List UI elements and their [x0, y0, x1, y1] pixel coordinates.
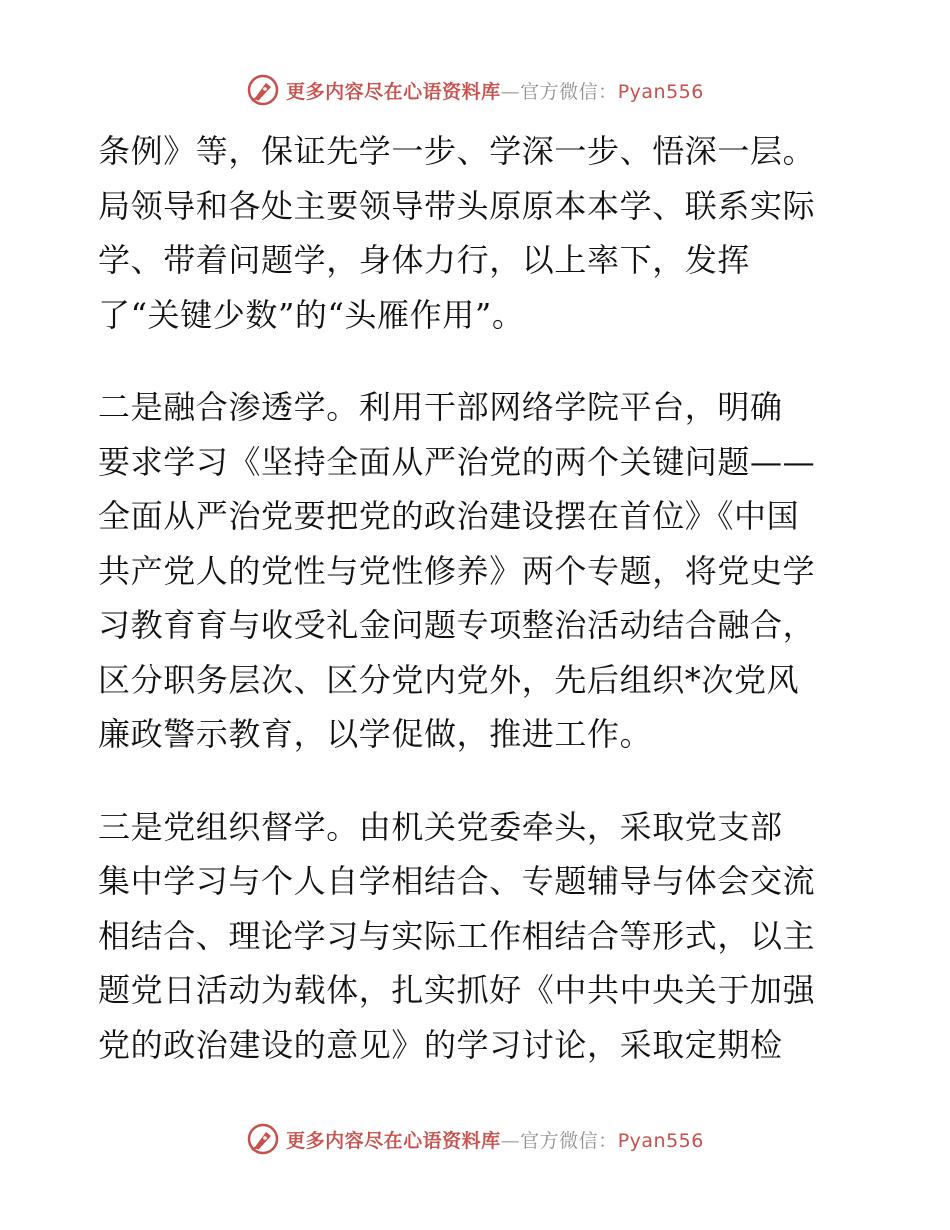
watermark-brand: 更多内容尽在心语资料库	[286, 1129, 501, 1152]
header-watermark	[0, 70, 950, 110]
text-line: 了“关键少数”的“头雁作用”。	[98, 295, 525, 334]
watermark-text	[286, 77, 704, 104]
watermark-wechat-label: 官方微信：	[520, 80, 618, 103]
text-line: 集中学习与个人自学相结合、专题辅导与体会交流	[98, 862, 816, 900]
footer-watermark	[0, 1119, 950, 1159]
watermark-separator: —	[500, 1129, 521, 1152]
watermark-separator: —	[500, 80, 521, 103]
text-line: 局领导和各处主要领导带头原原本本学、联系实际	[98, 186, 816, 225]
text-line: 党的政治建设的意见》的学习讨论，采取定期检	[98, 1025, 783, 1064]
watermark-text	[286, 1126, 704, 1153]
text-line: 习教育育与收受礼金问题专项整治活动结合融合，	[98, 606, 816, 644]
paragraph-2	[98, 380, 858, 762]
pen-nib-logo-icon	[246, 1122, 280, 1156]
paragraph-gap	[98, 762, 858, 800]
paragraph-gap	[98, 342, 858, 380]
watermark-wechat-id: Pyan556	[617, 1129, 704, 1152]
watermark-wechat-id: Pyan556	[617, 80, 704, 103]
text-line: 题党日活动为载体，扎实抓好《中共中央关于加强	[98, 971, 816, 1009]
paragraph-3	[98, 800, 858, 1073]
text-line: 相结合、理论学习与实际工作相结合等形式，以主	[98, 916, 816, 955]
text-line: 全面从严治党要把党的政治建设摆在首位》《中国	[98, 497, 800, 535]
text-line: 区分职务层次、区分党内党外，先后组织*次党风	[98, 660, 800, 699]
text-line: 条例》等，保证先学一步、学深一步、悟深一层。	[98, 132, 816, 170]
paragraph-1	[98, 124, 858, 342]
text-line: 二是融合渗透学。利用干部网络学院平台，明确	[98, 388, 783, 426]
document-body	[98, 124, 858, 1072]
text-line: 要求学习《坚持全面从严治党的两个关键问题——	[98, 442, 816, 481]
watermark-wechat-label: 官方微信：	[520, 1129, 618, 1152]
text-line: 共产党人的党性与党性修养》两个专题，将党史学	[98, 551, 816, 590]
text-line: 三是党组织督学。由机关党委牵头，采取党支部	[98, 807, 783, 846]
watermark-brand: 更多内容尽在心语资料库	[286, 80, 501, 103]
text-line: 学、带着问题学，身体力行，以上率下，发挥	[98, 241, 751, 279]
text-line: 廉政警示教育，以学促做，推进工作。	[98, 715, 653, 753]
pen-nib-logo-icon	[246, 73, 280, 107]
